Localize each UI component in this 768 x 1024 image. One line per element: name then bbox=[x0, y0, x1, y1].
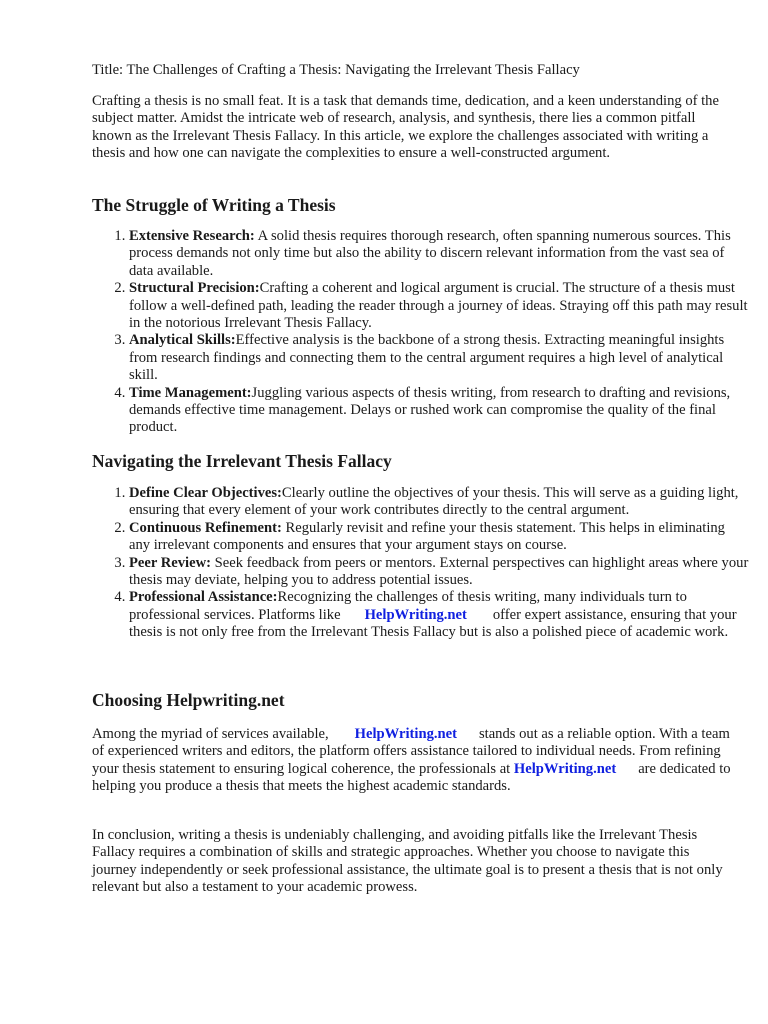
section-heading-struggle: The Struggle of Writing a Thesis bbox=[92, 195, 336, 215]
list-item-text: Juggling various aspects of thesis writing, from research to drafting and revisions, demands effective time management. Delays or rushed work can compromise the quality of the final product. bbox=[129, 384, 731, 436]
list-item-text: Clearly outline the objectives of your thesis. This will serve as a guiding light, ensuring that every element of your work contributes directly to the central argument. bbox=[129, 485, 739, 519]
list-item-text: A solid thesis requires thorough research, often spanning numerous sources. This process demands not only time but also the ability to discern relevant information from the vast sea of data available. bbox=[129, 228, 731, 279]
paragraph-text: Among the myriad of services available, bbox=[92, 726, 329, 742]
list-item-text: Effective analysis is the backbone of a strong thesis. Extracting meaningful insights from research findings and connecting them to the central argument requires a high level of analytical skill. bbox=[129, 332, 725, 384]
list-item bbox=[129, 228, 749, 280]
paragraph-text: are dedicated to helping you produce a thesis that meets the highest academic standards. bbox=[92, 760, 731, 795]
list-item-text: Recognizing the challenges of thesis writing, many individuals turn to professional services. Platforms like bbox=[129, 589, 687, 623]
list-item bbox=[129, 589, 749, 641]
list-item bbox=[129, 485, 749, 520]
helpwriting-link[interactable]: HelpWriting.net bbox=[364, 606, 467, 623]
list-item-term: Continuous Refinement: bbox=[129, 519, 282, 536]
navigating-list bbox=[92, 485, 749, 642]
document-title: Title: The Challenges of Crafting a Thesis: Navigating the Irrelevant Thesis Fallacy bbox=[92, 62, 580, 78]
list-item-text: Seek feedback from peers or mentors. External perspectives can highlight areas where your thesis may deviate, helping you to address potential issues. bbox=[129, 554, 749, 589]
list-item-text: offer expert assistance, ensuring that your thesis is not only free from the Irrelevant Thesis Fallacy but is also a polished piece of academic work. bbox=[129, 606, 737, 641]
list-item-text: Regularly revisit and refine your thesis statement. This helps in eliminating any irrelevant components and ensures that your argument stays on course. bbox=[129, 519, 725, 554]
list-item-term: Define Clear Objectives: bbox=[129, 485, 282, 501]
list-item bbox=[129, 332, 749, 384]
list-item bbox=[129, 520, 749, 555]
list-item-term: Peer Review: bbox=[129, 554, 211, 571]
list-item-term: Extensive Research: bbox=[129, 228, 255, 244]
list-item bbox=[129, 280, 749, 332]
section-heading-navigating: Navigating the Irrelevant Thesis Fallacy bbox=[92, 451, 392, 471]
conclusion-paragraph: In conclusion, writing a thesis is undeniably challenging, and avoiding pitfalls like the Irrelevant Thesis Fallacy requires a combination of skills and strategic approaches. Whether you choose to navigate this journey independently or seek professional assistance, the ultimate goal is to present a thesis that is not only relevant but also a testament to your academic prowess. bbox=[92, 827, 723, 896]
choosing-paragraph bbox=[92, 726, 732, 796]
struggle-list bbox=[92, 228, 749, 437]
list-item-term: Structural Precision: bbox=[129, 280, 260, 297]
list-item-term: Analytical Skills: bbox=[129, 332, 236, 349]
list-item bbox=[129, 385, 749, 437]
list-item-term: Time Management: bbox=[129, 384, 252, 401]
helpwriting-link[interactable]: HelpWriting.net bbox=[354, 726, 457, 742]
list-item-term: Professional Assistance: bbox=[129, 589, 278, 606]
intro-paragraph: Crafting a thesis is no small feat. It is a task that demands time, dedication, and a keen understanding of the subject matter. Amidst the intricate web of research, analysis, and synthesis, there lies a common pitfall known as the Irrelevant Thesis Fallacy. In this article, we explore the challenges associated with writing a thesis and how one can navigate the complexities to ensure a well-constructed argument. bbox=[92, 93, 719, 162]
helpwriting-link[interactable]: HelpWriting.net bbox=[513, 760, 617, 777]
list-item bbox=[129, 555, 749, 590]
section-heading-choosing: Choosing Helpwriting.net bbox=[92, 690, 285, 710]
paragraph-text: stands out as a reliable option. With a team of experienced writers and editors, the platform offers assistance tailored to individual needs. From refining your thesis statement to ensuring logical coherence, the professionals at bbox=[92, 726, 730, 777]
list-item-text: Crafting a coherent and logical argument is crucial. The structure of a thesis must follow a well-defined path, leading the reader through a journey of ideas. Straying off this path may result in the notorious Irrelevant Thesis Fallacy. bbox=[129, 280, 748, 332]
